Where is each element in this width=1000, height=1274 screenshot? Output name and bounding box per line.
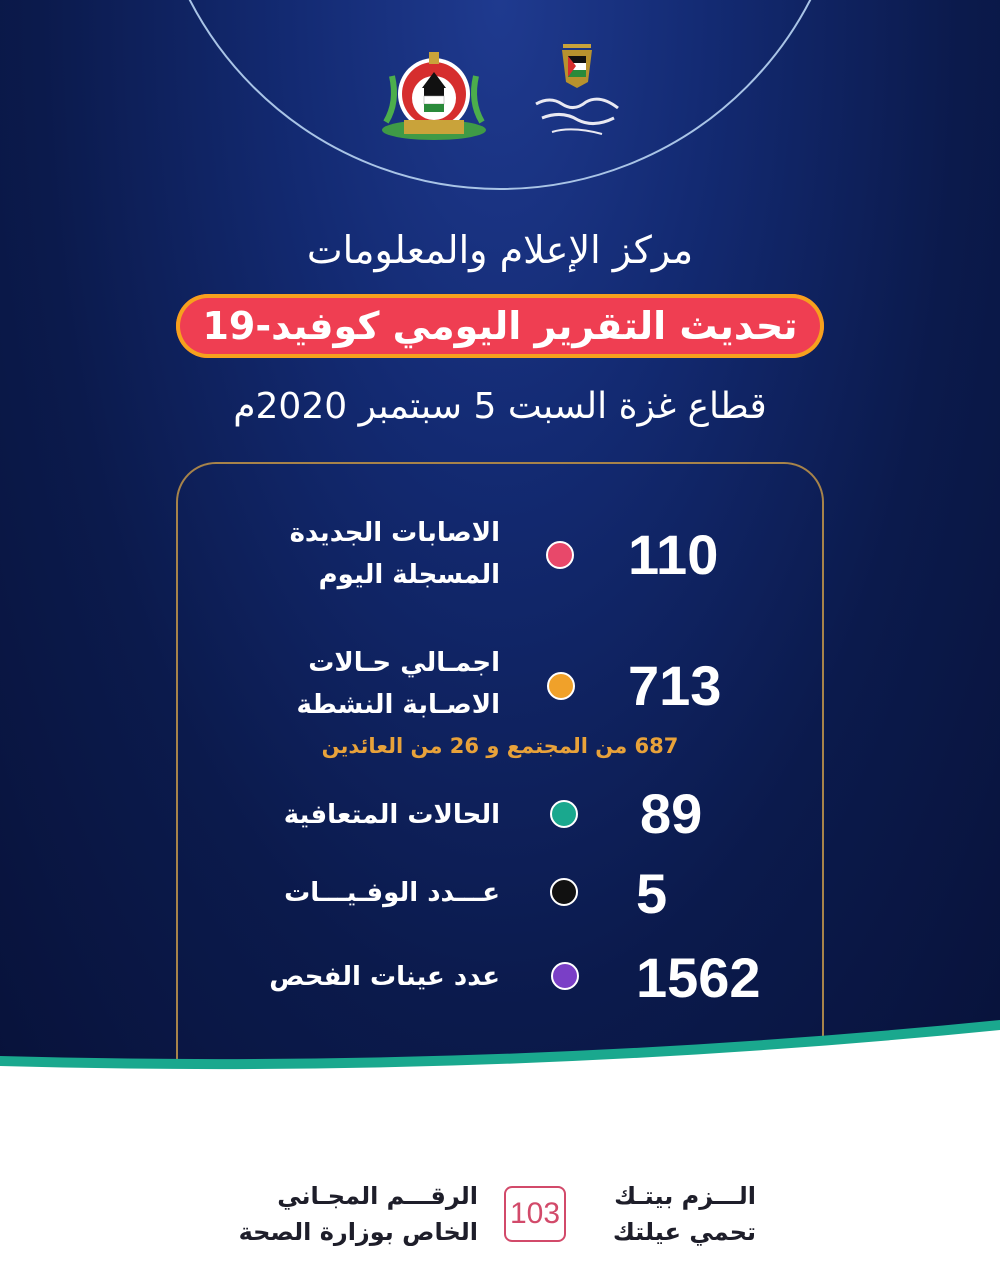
hotline-description: الرقـــم المجـاني الخاص بوزارة الصحة bbox=[238, 1182, 478, 1246]
stat-label-tests: عدد عينات الفحص bbox=[269, 962, 500, 992]
stat-label-active-cases: اجمـالي حـالات الاصـابة النشطة bbox=[296, 648, 500, 720]
ministry-of-health-emblem-icon bbox=[378, 42, 490, 154]
date-line: قطاع غزة السبت 5 سبتمبر 2020م bbox=[233, 386, 767, 427]
stat-value-tests: 1562 bbox=[636, 946, 761, 1009]
stat-dot-tests bbox=[551, 962, 579, 990]
slogan: الـــزم بيتـك تحمي عيلتك bbox=[612, 1182, 756, 1246]
active-cases-note: 687 من المجتمع و 26 من العائدين bbox=[321, 734, 679, 758]
stat-dot-recovered bbox=[550, 800, 578, 828]
stat-dot-deaths bbox=[550, 878, 578, 906]
bottom-wave bbox=[0, 1000, 1000, 1274]
stat-value-active-cases: 713 bbox=[628, 654, 722, 717]
stat-dot-new-cases bbox=[546, 541, 574, 569]
stat-label-new-cases: الاصابات الجديدة المسجلة اليوم bbox=[289, 518, 500, 590]
stat-label-recovered: الحالات المتعافية bbox=[283, 800, 500, 830]
stat-value-new-cases: 110 bbox=[628, 523, 719, 586]
ministry-of-information-emblem-icon bbox=[522, 38, 632, 156]
stat-value-deaths: 5 bbox=[636, 862, 668, 925]
report-title-banner bbox=[176, 294, 824, 358]
stat-label-deaths: عـــدد الوفـيـــات bbox=[284, 878, 500, 908]
center-name: مركز الإعلام والمعلومات bbox=[306, 228, 694, 272]
stat-value-recovered: 89 bbox=[640, 782, 703, 845]
hotline-number: 103 bbox=[504, 1186, 566, 1242]
stat-dot-active-cases bbox=[547, 672, 575, 700]
report-title: تحديث التقرير اليومي كوفيد-19 bbox=[202, 304, 798, 348]
